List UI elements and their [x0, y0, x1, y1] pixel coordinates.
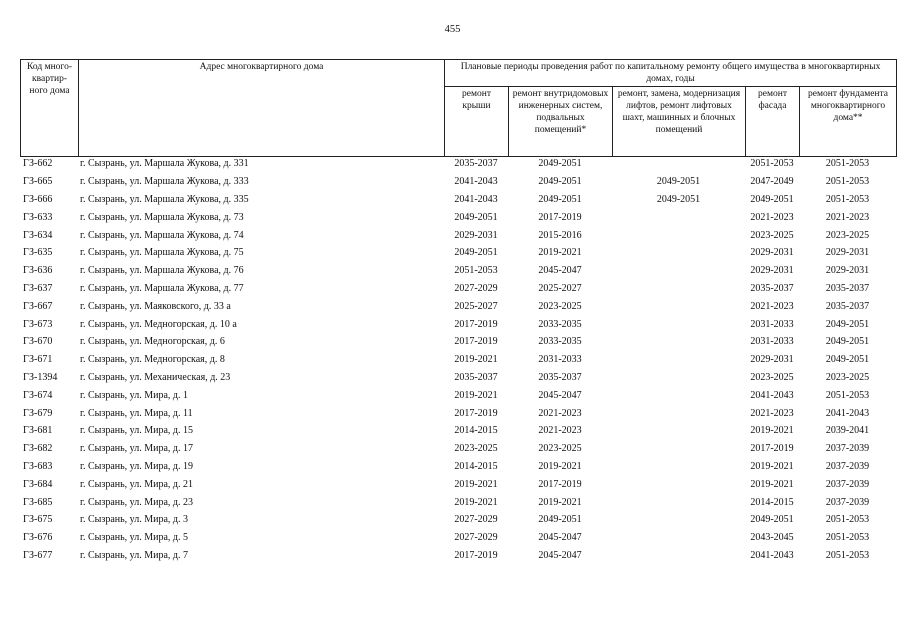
cell-foundation: 2021-2023: [825, 211, 870, 223]
cell-code: ГЗ-679: [23, 407, 53, 419]
data-table: [20, 155, 896, 564]
cell-systems: 2045-2047: [538, 549, 582, 561]
table-row: [20, 244, 896, 262]
cell-roof: 2019-2021: [454, 496, 498, 508]
cell-facade: 2047-2049: [750, 176, 794, 188]
cell-lifts: [612, 280, 745, 298]
header-systems: ремонт внутридомовых инженерных систем, подвальных помещений*: [509, 87, 613, 157]
cell-code: ГЗ-676: [23, 532, 53, 544]
cell-address: г. Сызрань, ул. Маршала Жукова, д. 335: [80, 193, 249, 205]
cell-address: г. Сызрань, ул. Маршала Жукова, д. 74: [80, 229, 244, 241]
cell-facade: 2029-2031: [750, 247, 794, 259]
cell-roof: 2019-2021: [454, 478, 498, 490]
cell-systems: 2017-2019: [538, 478, 582, 490]
cell-facade: 2014-2015: [750, 496, 794, 508]
cell-address: г. Сызрань, ул. Маршала Жукова, д. 75: [80, 247, 244, 259]
cell-lifts: [612, 529, 745, 547]
cell-foundation: 2037-2039: [825, 460, 870, 472]
cell-lifts: [612, 475, 745, 493]
cell-roof: 2041-2043: [454, 193, 498, 205]
cell-facade: 2051-2053: [750, 158, 794, 170]
cell-code: ГЗ-667: [23, 300, 53, 312]
cell-roof: 2051-2053: [454, 265, 498, 277]
cell-code: ГЗ-682: [23, 443, 53, 455]
cell-facade: 2019-2021: [750, 425, 794, 437]
cell-systems: 2023-2025: [538, 300, 582, 312]
cell-lifts: [612, 369, 745, 387]
cell-facade: 2023-2025: [750, 229, 794, 241]
cell-facade: 2049-2051: [750, 193, 794, 205]
table-row: [20, 493, 896, 511]
table-row: [20, 458, 896, 476]
cell-code: ГЗ-685: [23, 496, 53, 508]
table-row: [20, 475, 896, 493]
cell-code: ГЗ-1394: [23, 371, 58, 383]
cell-address: г. Сызрань, ул. Маршала Жукова, д. 73: [80, 211, 244, 223]
header-code: Код много-квартир-ного дома: [21, 60, 79, 157]
cell-foundation: 2049-2051: [825, 354, 870, 366]
cell-lifts: [612, 547, 745, 565]
cell-code: ГЗ-633: [23, 211, 53, 223]
cell-facade: 2043-2045: [750, 532, 794, 544]
cell-systems: 2015-2016: [538, 229, 582, 241]
cell-systems: 2049-2051: [538, 193, 582, 205]
cell-foundation: 2051-2053: [825, 193, 870, 205]
cell-systems: 2023-2025: [538, 443, 582, 455]
cell-address: г. Сызрань, ул. Маршала Жукова, д. 77: [80, 282, 244, 294]
cell-foundation: 2051-2053: [825, 176, 870, 188]
cell-foundation: 2035-2037: [825, 282, 870, 294]
table-row: [20, 369, 896, 387]
cell-systems: 2017-2019: [538, 211, 582, 223]
cell-roof: 2019-2021: [454, 354, 498, 366]
cell-systems: 2019-2021: [538, 460, 582, 472]
cell-address: г. Сызрань, ул. Мира, д. 11: [80, 407, 193, 419]
cell-address: г. Сызрань, ул. Маршала Жукова, д. 331: [80, 158, 249, 170]
cell-facade: 2041-2043: [750, 549, 794, 561]
table-row: [20, 351, 896, 369]
cell-foundation: 2037-2039: [825, 443, 870, 455]
cell-roof: 2049-2051: [454, 247, 498, 259]
cell-lifts: [612, 404, 745, 422]
cell-lifts: [612, 155, 745, 173]
cell-address: г. Сызрань, ул. Маршала Жукова, д. 333: [80, 176, 249, 188]
cell-code: ГЗ-683: [23, 460, 53, 472]
cell-code: ГЗ-666: [23, 193, 53, 205]
cell-roof: 2019-2021: [454, 389, 498, 401]
cell-lifts: [612, 262, 745, 280]
cell-foundation: 2035-2037: [825, 300, 870, 312]
cell-address: г. Сызрань, ул. Мира, д. 15: [80, 425, 193, 437]
cell-lifts: [612, 422, 745, 440]
cell-facade: 2021-2023: [750, 211, 794, 223]
cell-address: г. Сызрань, ул. Медногорская, д. 6: [80, 336, 225, 348]
cell-systems: 2019-2021: [538, 247, 582, 259]
cell-address: г. Сызрань, ул. Мира, д. 5: [80, 532, 188, 544]
header-facade: ремонт фасада: [746, 87, 800, 157]
cell-foundation: 2023-2025: [825, 371, 870, 383]
cell-systems: 2045-2047: [538, 265, 582, 277]
cell-code: ГЗ-671: [23, 354, 53, 366]
cell-roof: 2027-2029: [454, 532, 498, 544]
cell-code: ГЗ-681: [23, 425, 53, 437]
cell-systems: 2035-2037: [538, 371, 582, 383]
table-row: [20, 208, 896, 226]
cell-lifts: 2049-2051: [656, 193, 701, 205]
cell-address: г. Сызрань, ул. Мира, д. 7: [80, 549, 188, 561]
cell-address: г. Сызрань, ул. Мира, д. 17: [80, 443, 193, 455]
cell-lifts: [612, 493, 745, 511]
cell-code: ГЗ-635: [23, 247, 53, 259]
header-lifts: ремонт, замена, модернизация лифтов, ремонт лифтовых шахт, машинных и блочных помещений: [613, 87, 746, 157]
cell-foundation: 2051-2053: [825, 158, 870, 170]
table-row: [20, 191, 896, 209]
cell-foundation: 2049-2051: [825, 318, 870, 330]
cell-facade: 2031-2033: [750, 336, 794, 348]
cell-systems: 2049-2051: [538, 158, 582, 170]
cell-code: ГЗ-674: [23, 389, 53, 401]
cell-address: г. Сызрань, ул. Механическая, д. 23: [80, 371, 231, 383]
cell-facade: 2031-2033: [750, 318, 794, 330]
table-row: [20, 404, 896, 422]
cell-code: ГЗ-677: [23, 549, 53, 561]
cell-lifts: [612, 458, 745, 476]
cell-address: г. Сызрань, ул. Маяковского, д. 33 а: [80, 300, 231, 312]
cell-foundation: 2049-2051: [825, 336, 870, 348]
cell-roof: 2017-2019: [454, 549, 498, 561]
cell-facade: 2029-2031: [750, 265, 794, 277]
cell-lifts: [612, 244, 745, 262]
table-row: [20, 511, 896, 529]
header-address: Адрес многоквартирного дома: [79, 60, 445, 157]
cell-foundation: 2051-2053: [825, 514, 870, 526]
cell-roof: 2041-2043: [454, 176, 498, 188]
cell-foundation: 2029-2031: [825, 247, 870, 259]
cell-systems: 2049-2051: [538, 514, 582, 526]
table-row: [20, 529, 896, 547]
cell-lifts: [612, 315, 745, 333]
table-row: [20, 547, 896, 565]
cell-facade: 2035-2037: [750, 282, 794, 294]
cell-address: г. Сызрань, ул. Медногорская, д. 8: [80, 354, 225, 366]
table-row: [20, 315, 896, 333]
cell-roof: 2017-2019: [454, 336, 498, 348]
header-periods: Плановые периоды проведения работ по капитальному ремонту общего имущества в многоквартирных домах, годы: [445, 60, 897, 87]
cell-systems: 2045-2047: [538, 532, 582, 544]
cell-systems: 2019-2021: [538, 496, 582, 508]
cell-roof: 2027-2029: [454, 282, 498, 294]
cell-systems: 2033-2035: [538, 336, 582, 348]
cell-code: ГЗ-634: [23, 229, 53, 241]
table-header: [20, 59, 897, 157]
cell-code: ГЗ-675: [23, 514, 53, 526]
cell-facade: 2021-2023: [750, 407, 794, 419]
cell-facade: 2017-2019: [750, 443, 794, 455]
table-row: [20, 333, 896, 351]
cell-foundation: 2037-2039: [825, 478, 870, 490]
cell-lifts: [612, 333, 745, 351]
cell-code: ГЗ-684: [23, 478, 53, 490]
cell-facade: 2021-2023: [750, 300, 794, 312]
cell-systems: 2033-2035: [538, 318, 582, 330]
cell-roof: 2029-2031: [454, 229, 498, 241]
cell-lifts: [612, 297, 745, 315]
cell-roof: 2023-2025: [454, 443, 498, 455]
cell-systems: 2031-2033: [538, 354, 582, 366]
cell-foundation: 2023-2025: [825, 229, 870, 241]
cell-facade: 2041-2043: [750, 389, 794, 401]
cell-foundation: 2051-2053: [825, 549, 870, 561]
cell-code: ГЗ-670: [23, 336, 53, 348]
cell-lifts: [612, 386, 745, 404]
cell-foundation: 2029-2031: [825, 265, 870, 277]
cell-code: ГЗ-665: [23, 176, 53, 188]
header-roof: ремонт крыши: [445, 87, 509, 157]
cell-address: г. Сызрань, ул. Медногорская, д. 10 а: [80, 318, 237, 330]
cell-address: г. Сызрань, ул. Маршала Жукова, д. 76: [80, 265, 244, 277]
cell-foundation: 2051-2053: [825, 389, 870, 401]
table-row: [20, 280, 896, 298]
cell-systems: 2025-2027: [538, 282, 582, 294]
cell-roof: 2014-2015: [454, 425, 498, 437]
cell-lifts: [612, 351, 745, 369]
table-row: [20, 155, 896, 173]
cell-roof: 2025-2027: [454, 300, 498, 312]
cell-facade: 2049-2051: [750, 514, 794, 526]
cell-code: ГЗ-662: [23, 158, 53, 170]
cell-address: г. Сызрань, ул. Мира, д. 1: [80, 389, 188, 401]
page-number: 455: [444, 24, 461, 35]
cell-systems: 2045-2047: [538, 389, 582, 401]
cell-roof: 2014-2015: [454, 460, 498, 472]
cell-systems: 2049-2051: [538, 176, 582, 188]
cell-facade: 2019-2021: [750, 478, 794, 490]
cell-code: ГЗ-636: [23, 265, 53, 277]
cell-code: ГЗ-637: [23, 282, 53, 294]
table-row: [20, 173, 896, 191]
cell-code: ГЗ-673: [23, 318, 53, 330]
cell-lifts: [612, 208, 745, 226]
cell-facade: 2029-2031: [750, 354, 794, 366]
table-row: [20, 226, 896, 244]
table-row: [20, 440, 896, 458]
cell-facade: 2023-2025: [750, 371, 794, 383]
table-row: [20, 422, 896, 440]
cell-systems: 2021-2023: [538, 407, 582, 419]
cell-foundation: 2039-2041: [825, 425, 870, 437]
cell-systems: 2021-2023: [538, 425, 582, 437]
cell-address: г. Сызрань, ул. Мира, д. 21: [80, 478, 193, 490]
cell-address: г. Сызрань, ул. Мира, д. 3: [80, 514, 188, 526]
cell-roof: 2027-2029: [454, 514, 498, 526]
table-row: [20, 386, 896, 404]
cell-lifts: [612, 511, 745, 529]
cell-foundation: 2051-2053: [825, 532, 870, 544]
cell-lifts: 2049-2051: [656, 176, 701, 188]
cell-facade: 2019-2021: [750, 460, 794, 472]
table-row: [20, 262, 896, 280]
cell-foundation: 2041-2043: [825, 407, 870, 419]
cell-lifts: [612, 440, 745, 458]
cell-roof: 2017-2019: [454, 318, 498, 330]
table-row: [20, 297, 896, 315]
cell-roof: 2035-2037: [454, 158, 498, 170]
cell-address: г. Сызрань, ул. Мира, д. 23: [80, 496, 193, 508]
cell-roof: 2017-2019: [454, 407, 498, 419]
cell-roof: 2035-2037: [454, 371, 498, 383]
cell-lifts: [612, 226, 745, 244]
cell-foundation: 2037-2039: [825, 496, 870, 508]
cell-roof: 2049-2051: [454, 211, 498, 223]
cell-address: г. Сызрань, ул. Мира, д. 19: [80, 460, 193, 472]
header-foundation: ремонт фундамента многоквартирного дома**: [800, 87, 897, 157]
